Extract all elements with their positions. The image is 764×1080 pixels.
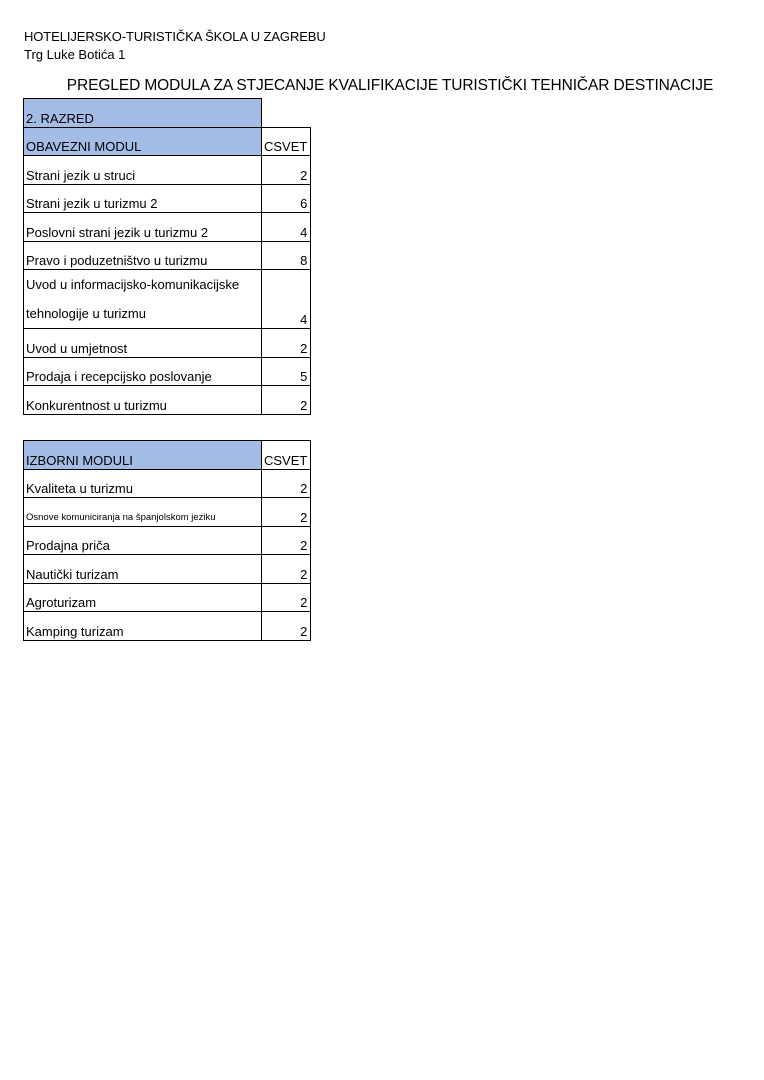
page-title: PREGLED MODULA ZA STJECANJE KVALIFIKACIJE TURISTIČKI TEHNIČAR DESTINACIJE xyxy=(66,77,714,94)
module-name: Pravo i poduzetništvo u turizmu xyxy=(24,241,262,270)
module-csvet: 6 xyxy=(262,184,311,213)
module-name: Prodajna priča xyxy=(24,526,262,555)
grade-label: 2. RAZRED xyxy=(24,99,262,128)
elective-modules-table xyxy=(23,440,311,641)
table-row xyxy=(24,213,311,242)
module-csvet: 4 xyxy=(262,213,311,242)
module-name: Osnove komuniciranja na španjolskom jeziku xyxy=(24,498,262,527)
module-name: Strani jezik u struci xyxy=(24,156,262,185)
elective-csvet-header: CSVET xyxy=(262,441,311,470)
module-csvet: 2 xyxy=(262,555,311,584)
module-name: Poslovni strani jezik u turizmu 2 xyxy=(24,213,262,242)
table-row xyxy=(24,329,311,358)
elective-heading: IZBORNI MODULI xyxy=(24,441,262,470)
module-name: Kamping turizam xyxy=(24,612,262,641)
school-address: Trg Luke Botića 1 xyxy=(24,47,126,62)
table-row xyxy=(24,241,311,270)
mandatory-modules-table xyxy=(23,98,311,415)
module-name: Nautički turizam xyxy=(24,555,262,584)
module-csvet: 2 xyxy=(262,526,311,555)
grade-row xyxy=(24,99,311,128)
module-csvet: 2 xyxy=(262,583,311,612)
mandatory-heading: OBAVEZNI MODUL xyxy=(24,127,262,156)
table-row xyxy=(24,583,311,612)
module-name: Kvaliteta u turizmu xyxy=(24,469,262,498)
module-name: Prodaja i recepcijsko poslovanje xyxy=(24,357,262,386)
module-csvet: 4 xyxy=(262,270,311,329)
module-name: Agroturizam xyxy=(24,583,262,612)
module-csvet: 2 xyxy=(262,612,311,641)
module-name: Uvod u informacijsko-komunikacijske tehnologije u turizmu xyxy=(24,270,262,329)
module-csvet: 2 xyxy=(262,498,311,527)
table-row xyxy=(24,498,311,527)
mandatory-header-row xyxy=(24,127,311,156)
module-csvet: 2 xyxy=(262,329,311,358)
school-name: HOTELIJERSKO-TURISTIČKA ŠKOLA U ZAGREBU xyxy=(24,29,326,44)
module-csvet: 2 xyxy=(262,469,311,498)
table-row xyxy=(24,469,311,498)
table-row xyxy=(24,526,311,555)
table-row xyxy=(24,555,311,584)
module-name: Uvod u umjetnost xyxy=(24,329,262,358)
module-csvet: 8 xyxy=(262,241,311,270)
elective-header-row xyxy=(24,441,311,470)
mandatory-csvet-header: CSVET xyxy=(262,127,311,156)
module-csvet: 2 xyxy=(262,386,311,415)
module-name: Strani jezik u turizmu 2 xyxy=(24,184,262,213)
module-csvet: 5 xyxy=(262,357,311,386)
table-row xyxy=(24,386,311,415)
table-row xyxy=(24,184,311,213)
table-row xyxy=(24,357,311,386)
module-csvet: 2 xyxy=(262,156,311,185)
table-row xyxy=(24,612,311,641)
table-row xyxy=(24,270,311,329)
table-row xyxy=(24,156,311,185)
module-name: Konkurentnost u turizmu xyxy=(24,386,262,415)
